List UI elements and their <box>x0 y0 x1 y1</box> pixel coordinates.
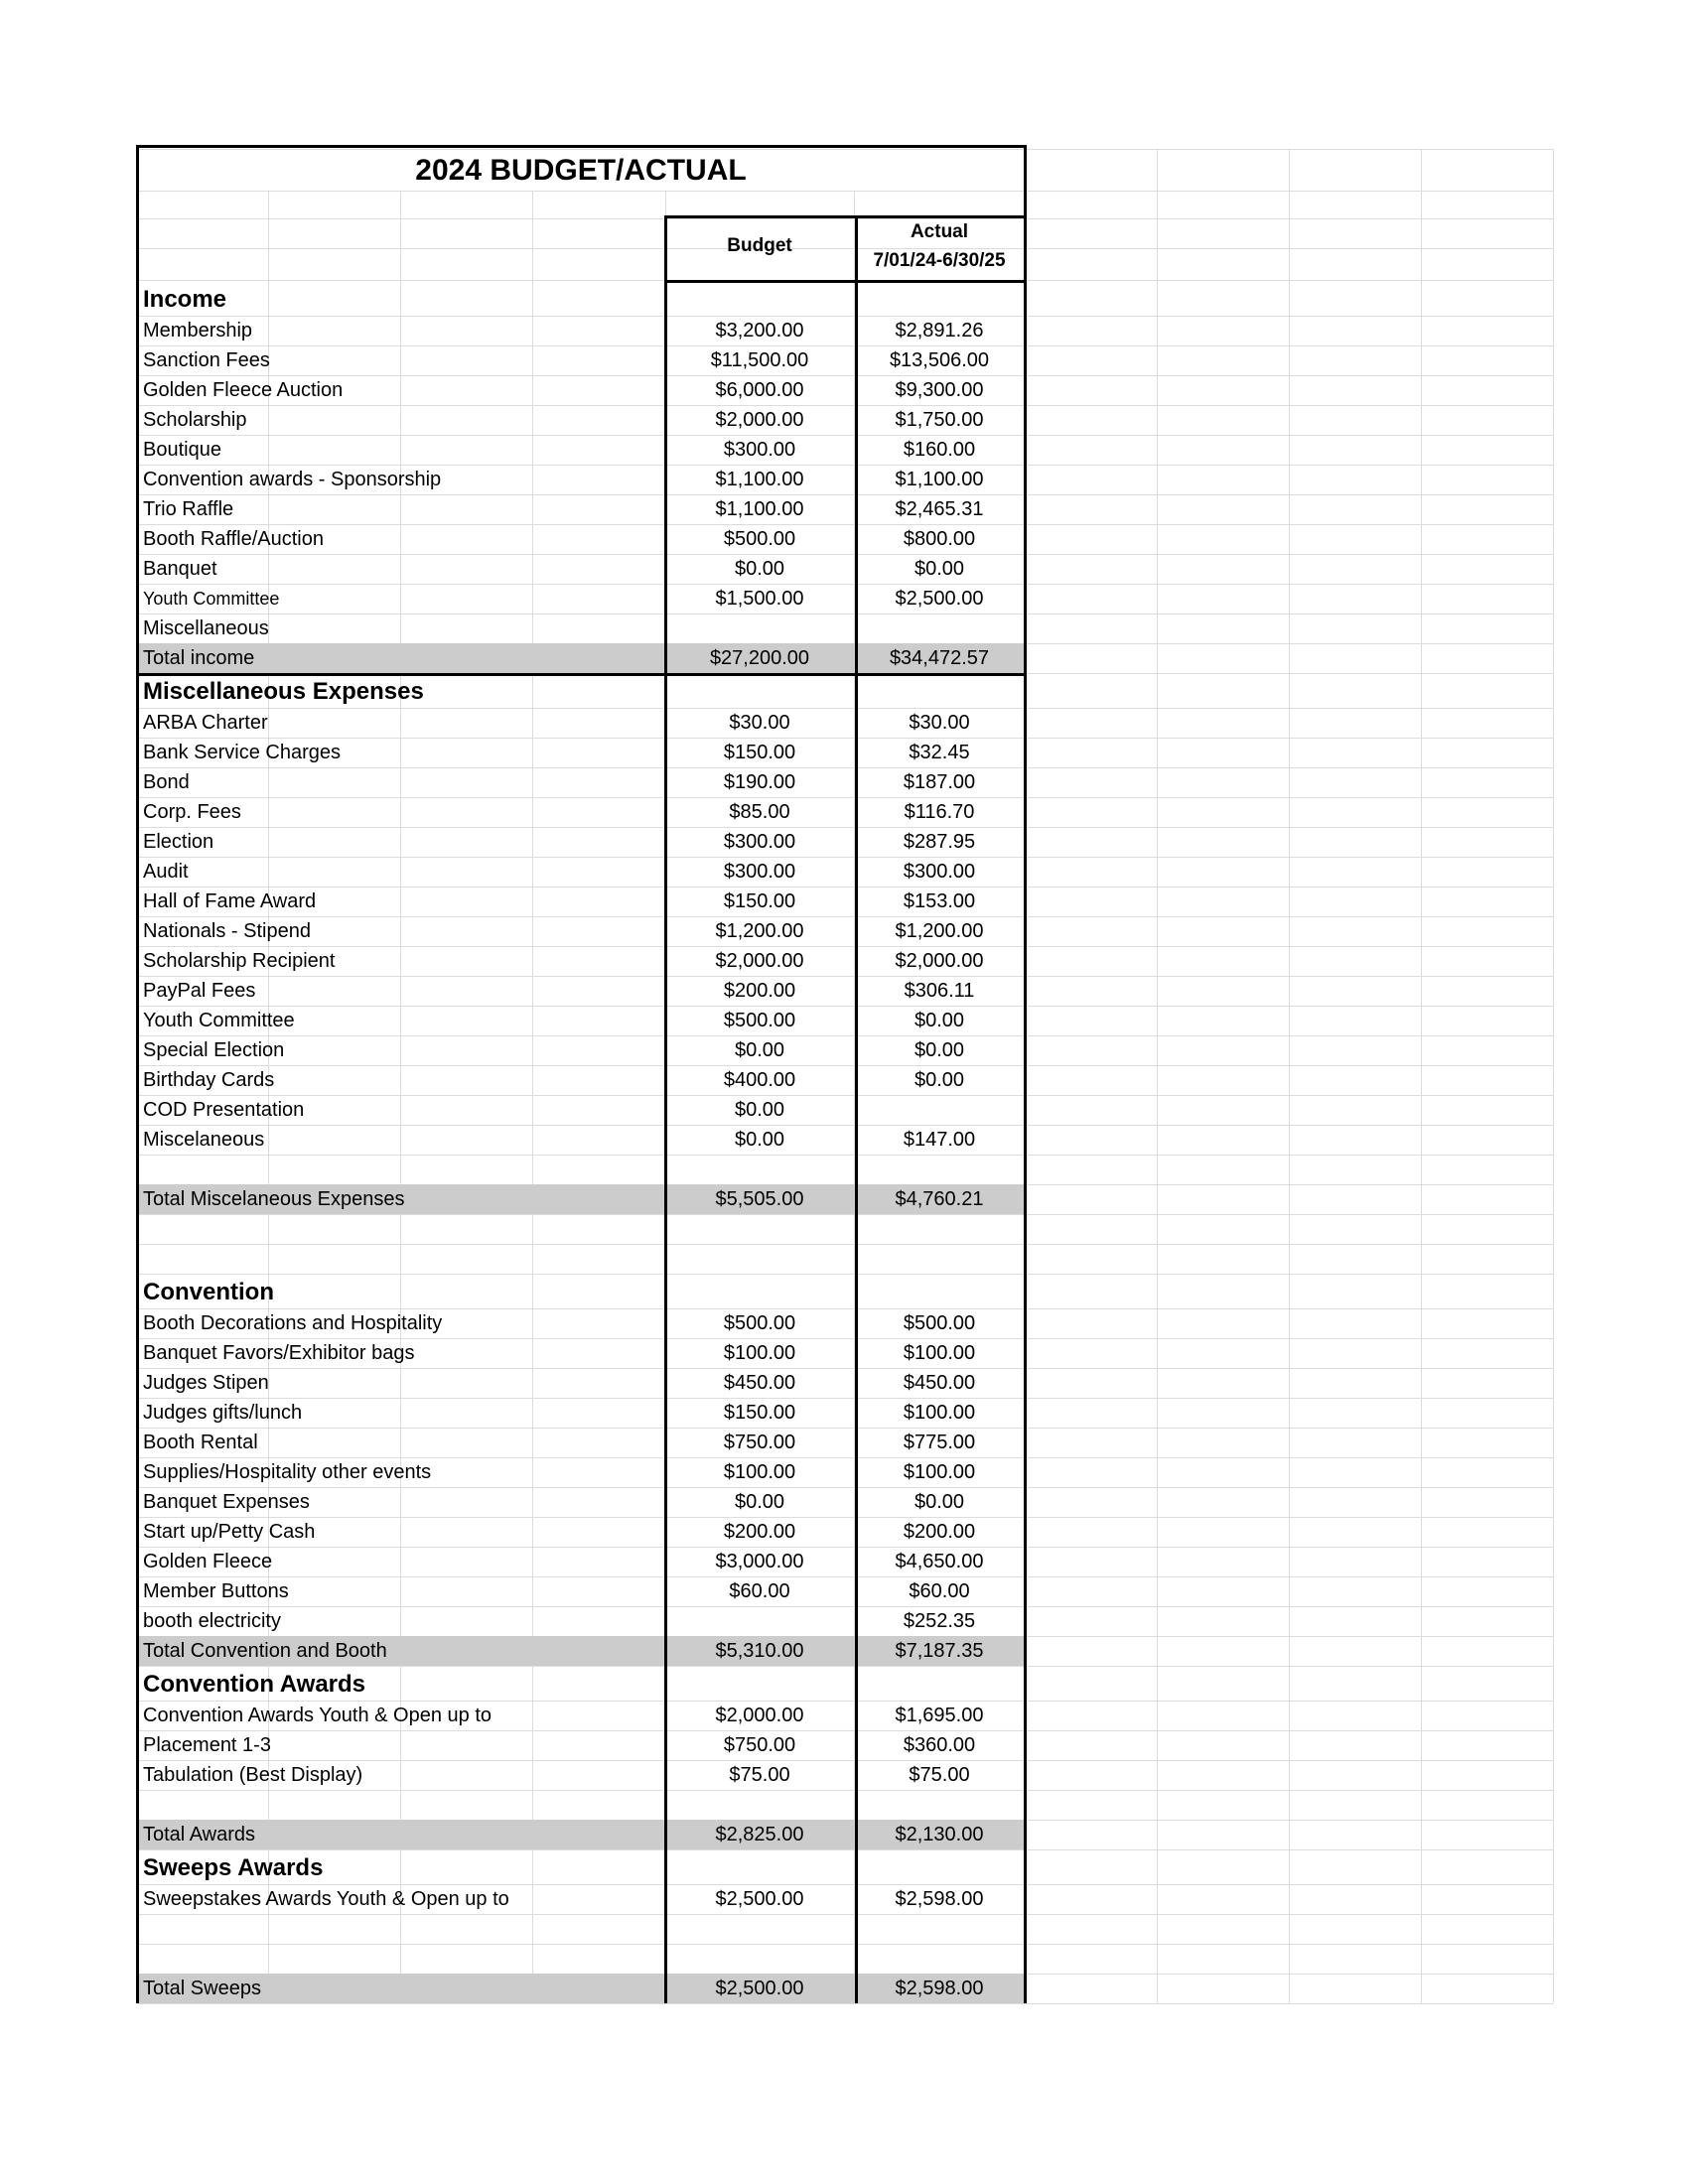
actual-amount: $187.00 <box>903 771 976 793</box>
actual-column-header: Actual <box>910 221 969 242</box>
budget-amount: $85.00 <box>729 801 790 823</box>
row-label: Placement 1-3 <box>143 1734 271 1756</box>
row-label: Nationals - Stipend <box>143 920 311 942</box>
actual-amount: $32.45 <box>909 742 970 763</box>
gridline <box>137 1944 1553 1945</box>
budget-amount: $2,500.00 <box>715 1978 804 1999</box>
row-label: Booth Rental <box>143 1432 258 1453</box>
actual-amount: $2,130.00 <box>895 1824 984 1845</box>
row-label: Membership <box>143 320 253 341</box>
actual-amount: $13,506.00 <box>889 349 990 371</box>
gridline <box>137 218 1553 219</box>
actual-amount: $2,500.00 <box>895 588 984 610</box>
actual-amount: $0.00 <box>914 1010 965 1031</box>
budget-amount: $1,500.00 <box>715 588 804 610</box>
budget-amount: $300.00 <box>723 831 796 853</box>
row-label: Booth Raffle/Auction <box>143 528 324 550</box>
actual-amount: $1,750.00 <box>895 409 984 431</box>
budget-amount: $400.00 <box>723 1069 796 1091</box>
actual-amount: $100.00 <box>903 1402 976 1424</box>
actual-amount: $4,760.21 <box>895 1188 984 1210</box>
gridline <box>137 1606 1553 1607</box>
table-top-border <box>136 145 1027 148</box>
actual-amount: $34,472.57 <box>889 647 990 669</box>
actual-amount: $153.00 <box>903 890 976 912</box>
row-label: Golden Fleece Auction <box>143 379 344 401</box>
budget-amount: $5,310.00 <box>715 1640 804 1662</box>
actual-amount: $306.11 <box>904 980 975 1002</box>
section-heading: Income <box>143 285 227 313</box>
gridline <box>137 1155 1553 1156</box>
row-label: Banquet <box>143 558 217 580</box>
budget-amount: $190.00 <box>723 771 796 793</box>
row-label: Youth Committee <box>143 1010 295 1031</box>
actual-amount: $1,100.00 <box>895 469 984 490</box>
row-label: Birthday Cards <box>143 1069 275 1091</box>
income-bottom-border <box>136 673 1027 676</box>
row-label: Judges gifts/lunch <box>143 1402 303 1424</box>
gridline <box>137 1849 1553 1850</box>
actual-amount: $0.00 <box>914 1491 965 1513</box>
actual-amount: $0.00 <box>914 558 965 580</box>
gridline <box>137 1666 1553 1667</box>
row-label: Start up/Petty Cash <box>143 1521 316 1543</box>
header-top-border <box>664 215 1027 218</box>
actual-amount: $7,187.35 <box>895 1640 984 1662</box>
actual-amount: $2,598.00 <box>895 1888 984 1910</box>
row-label: PayPal Fees <box>143 980 256 1002</box>
budget-amount: $60.00 <box>729 1580 790 1602</box>
budget-amount: $150.00 <box>723 890 796 912</box>
row-label: Audit <box>143 861 189 883</box>
section-heading: Convention <box>143 1278 274 1305</box>
actual-amount: $360.00 <box>903 1734 976 1756</box>
budget-amount: $0.00 <box>734 1129 785 1151</box>
row-label: Corp. Fees <box>143 801 241 823</box>
row-label: Banquet Expenses <box>143 1491 310 1513</box>
budget-amount: $1,100.00 <box>715 498 804 520</box>
table-right-border <box>1024 145 1027 2003</box>
row-label: Supplies/Hospitality other events <box>143 1461 432 1483</box>
actual-amount: $100.00 <box>903 1342 976 1364</box>
budget-amount: $11,500.00 <box>710 349 809 371</box>
row-label: Scholarship <box>143 409 247 431</box>
actual-period-label: 7/01/24-6/30/25 <box>873 250 1006 271</box>
budget-amount: $5,505.00 <box>715 1188 804 1210</box>
total-label: Total Awards <box>143 1824 256 1845</box>
budget-amount: $6,000.00 <box>715 379 804 401</box>
actual-amount: $0.00 <box>914 1039 965 1061</box>
row-label: Sanction Fees <box>143 349 270 371</box>
row-label: ARBA Charter <box>143 712 268 734</box>
actual-amount: $287.95 <box>903 831 976 853</box>
gridline <box>1553 149 1554 2003</box>
actual-amount: $800.00 <box>903 528 976 550</box>
actual-amount: $450.00 <box>903 1372 976 1394</box>
row-label: Member Buttons <box>143 1580 289 1602</box>
actual-amount: $2,598.00 <box>895 1978 984 1999</box>
actual-amount: $2,891.26 <box>895 320 984 341</box>
budget-amount: $750.00 <box>723 1734 796 1756</box>
total-label: Total income <box>143 647 255 669</box>
gridline <box>137 1214 1553 1215</box>
row-label: Scholarship Recipient <box>143 950 336 972</box>
budget-amount: $450.00 <box>723 1372 796 1394</box>
actual-amount: $0.00 <box>914 1069 965 1091</box>
gridline <box>532 191 533 2003</box>
row-label: Youth Committee <box>143 589 280 609</box>
budget-amount: $0.00 <box>734 1099 785 1121</box>
total-label: Total Miscelaneous Expenses <box>143 1188 405 1210</box>
budget-amount: $2,825.00 <box>715 1824 804 1845</box>
budget-amount: $750.00 <box>723 1432 796 1453</box>
actual-amount: $147.00 <box>903 1129 976 1151</box>
budget-amount: $500.00 <box>723 528 796 550</box>
total-label: Total Convention and Booth <box>143 1640 387 1662</box>
actual-amount: $1,200.00 <box>895 920 984 942</box>
budget-amount: $0.00 <box>734 558 785 580</box>
actual-amount: $775.00 <box>903 1432 976 1453</box>
budget-left-border <box>664 215 667 2003</box>
budget-amount: $2,000.00 <box>715 409 804 431</box>
actual-amount: $300.00 <box>903 861 976 883</box>
row-label: Convention Awards Youth & Open up to <box>143 1705 492 1726</box>
gridline <box>400 191 401 2003</box>
section-heading: Convention Awards <box>143 1670 366 1698</box>
gridline <box>137 191 1553 192</box>
gridline <box>1289 149 1290 2003</box>
row-label: Boutique <box>143 439 221 461</box>
actual-amount: $252.35 <box>903 1610 976 1632</box>
row-label: Miscellaneous <box>143 617 269 639</box>
budget-amount: $0.00 <box>734 1039 785 1061</box>
budget-amount: $300.00 <box>723 861 796 883</box>
budget-amount: $200.00 <box>723 1521 796 1543</box>
row-label: Sweepstakes Awards Youth & Open up to <box>143 1888 509 1910</box>
actual-amount: $116.70 <box>904 801 975 823</box>
gridline <box>137 2003 1553 2004</box>
gridline <box>1421 149 1422 2003</box>
row-label: Trio Raffle <box>143 498 234 520</box>
budget-amount: $100.00 <box>723 1461 796 1483</box>
gridline <box>1157 149 1158 2003</box>
row-label: booth electricity <box>143 1610 281 1632</box>
budget-amount: $100.00 <box>723 1342 796 1364</box>
sheet-title: 2024 BUDGET/ACTUAL <box>415 154 747 187</box>
budget-amount: $30.00 <box>729 712 790 734</box>
gridline <box>137 149 1553 150</box>
budget-amount: $300.00 <box>723 439 796 461</box>
actual-amount: $9,300.00 <box>895 379 984 401</box>
header-bottom-border <box>664 280 1027 283</box>
actual-amount: $100.00 <box>903 1461 976 1483</box>
row-label: Convention awards - Sponsorship <box>143 469 442 490</box>
row-label: Tabulation (Best Display) <box>143 1764 363 1786</box>
row-label: Golden Fleece <box>143 1551 273 1572</box>
budget-amount: $3,000.00 <box>715 1551 804 1572</box>
row-label: Banquet Favors/Exhibitor bags <box>143 1342 415 1364</box>
budget-amount: $2,000.00 <box>715 950 804 972</box>
section-heading: Sweeps Awards <box>143 1853 324 1881</box>
actual-amount: $500.00 <box>903 1312 976 1334</box>
gridline <box>137 1790 1553 1791</box>
budget-amount: $3,200.00 <box>715 320 804 341</box>
actual-amount: $1,695.00 <box>895 1705 984 1726</box>
gridline <box>137 1244 1553 1245</box>
row-label: COD Presentation <box>143 1099 305 1121</box>
table-left-border <box>136 145 139 2003</box>
budget-amount: $500.00 <box>723 1312 796 1334</box>
actual-amount: $4,650.00 <box>895 1551 984 1572</box>
budget-column-header: Budget <box>727 235 792 256</box>
gridline <box>137 1274 1553 1275</box>
row-label: Miscelaneous <box>143 1129 265 1151</box>
section-heading: Miscellaneous Expenses <box>143 677 424 705</box>
budget-amount: $27,200.00 <box>709 647 810 669</box>
actual-amount: $30.00 <box>909 712 970 734</box>
budget-amount: $500.00 <box>723 1010 796 1031</box>
budget-amount: $1,200.00 <box>715 920 804 942</box>
actual-amount: $200.00 <box>903 1521 976 1543</box>
gridline <box>137 1914 1553 1915</box>
row-label: Hall of Fame Award <box>143 890 317 912</box>
row-label: Special Election <box>143 1039 285 1061</box>
row-label: Booth Decorations and Hospitality <box>143 1312 443 1334</box>
actual-amount: $60.00 <box>909 1580 970 1602</box>
budget-amount: $75.00 <box>729 1764 790 1786</box>
budget-amount: $2,000.00 <box>715 1705 804 1726</box>
row-label: Election <box>143 831 214 853</box>
row-label: Bank Service Charges <box>143 742 341 763</box>
budget-amount: $200.00 <box>723 980 796 1002</box>
budget-amount: $1,100.00 <box>715 469 804 490</box>
total-label: Total Sweeps <box>143 1978 261 1999</box>
row-label: Bond <box>143 771 190 793</box>
budget-amount: $0.00 <box>734 1491 785 1513</box>
actual-amount: $2,465.31 <box>895 498 984 520</box>
budget-amount: $150.00 <box>723 1402 796 1424</box>
actual-amount: $160.00 <box>903 439 976 461</box>
budget-amount: $2,500.00 <box>715 1888 804 1910</box>
budget-amount: $150.00 <box>723 742 796 763</box>
row-label: Judges Stipen <box>143 1372 269 1394</box>
actual-amount: $75.00 <box>909 1764 970 1786</box>
actual-amount: $2,000.00 <box>895 950 984 972</box>
budget-right-border <box>855 215 858 2003</box>
